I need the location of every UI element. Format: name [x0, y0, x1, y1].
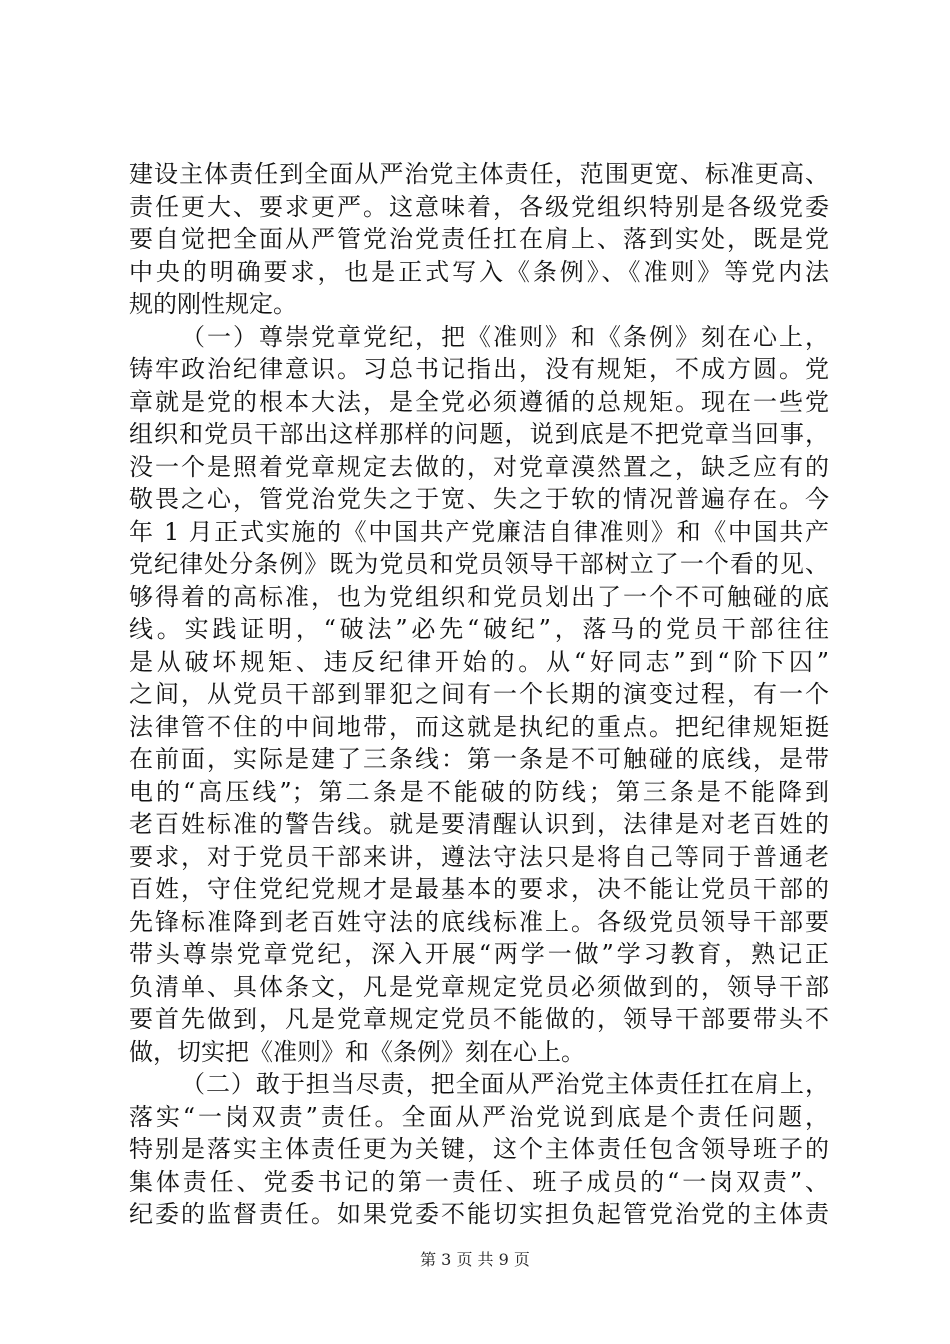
text-line: 铸牢政治纪律意识。习总书记指出，没有规矩，不成方圆。党 — [129, 355, 829, 383]
text-line: 特别是落实主体责任更为关键，这个主体责任包含领导班子的 — [129, 1135, 829, 1163]
text-line: 没一个是照着党章规定去做的，对党章漠然置之，缺乏应有的 — [129, 452, 829, 481]
text-line: 老百姓标准的警告线。就是要清醒认识到，法律是对老百姓的 — [129, 810, 829, 838]
text-line: 敬畏之心，管党治党失之于宽、失之于软的情况普遍存在。今 — [129, 485, 829, 513]
text-line: 建设主体责任到全面从严治党主体责任，范围更宽、标准更高、 — [129, 160, 829, 188]
text-line: 责任更大、要求更严。这意味着，各级党组织特别是各级党委 — [129, 192, 829, 221]
section-heading-line: （一）尊崇党章党纪，把《准则》和《条例》刻在心上， — [181, 322, 829, 351]
text-line: 带头尊崇党章党纪，深入开展“两学一做”学习教育，熟记正 — [129, 940, 829, 968]
text-line: 线。实践证明，“破法”必先“破纪”，落马的党员干部往往 — [129, 615, 829, 643]
text-line: 够得着的高标准，也为党组织和党员划出了一个不可触碰的底 — [129, 582, 829, 611]
text-line: 先锋标准降到老百姓守法的底线标准上。各级党员领导干部要 — [129, 907, 829, 936]
page-number-footer: 第 3 页 共 9 页 — [420, 1250, 530, 1269]
text-line: 集体责任、党委书记的第一责任、班子成员的“一岗双责”、 — [129, 1167, 829, 1196]
text-line: 是从破坏规矩、违反纪律开始的。从“好同志”到“阶下囚” — [129, 647, 829, 676]
text-line: 在前面，实际是建了三条线：第一条是不可触碰的底线，是带 — [129, 745, 829, 773]
text-line: 规的刚性规定。 — [129, 290, 297, 318]
text-line: 百姓，守住党纪党规才是最基本的要求，决不能让党员干部的 — [129, 875, 829, 903]
text-line: 组织和党员干部出这样那样的问题，说到底是不把党章当回事， — [129, 420, 829, 448]
text-line: 要求，对于党员干部来讲，遵法守法只是将自己等同于普通老 — [129, 842, 829, 871]
text-line: 要自觉把全面从严管党治党责任扛在肩上、落到实处，既是党 — [129, 225, 829, 253]
text-line: 中央的明确要求，也是正式写入《条例》、《准则》等党内法 — [129, 257, 829, 286]
text-line: 章就是党的根本大法，是全党必须遵循的总规矩。现在一些党 — [129, 387, 829, 416]
text-line: 要首先做到，凡是党章规定党员不能做的，领导干部要带头不 — [129, 1005, 829, 1033]
section-heading-line: （二）敢于担当尽责，把全面从严治党主体责任扛在肩上， — [181, 1070, 829, 1098]
text-line: 负清单、具体条文，凡是党章规定党员必须做到的，领导干部 — [129, 972, 829, 1001]
text-line: 落实“一岗双责”责任。全面从严治党说到底是个责任问题， — [129, 1102, 829, 1131]
text-line: 法律管不住的中间地带，而这就是执纪的重点。把纪律规矩挺 — [129, 712, 829, 741]
text-line: 党纪律处分条例》既为党员和党员领导干部树立了一个看的见、 — [129, 550, 829, 578]
text-line: 做，切实把《准则》和《条例》刻在心上。 — [129, 1037, 585, 1066]
document-body — [129, 158, 829, 1231]
text-line: 纪委的监督责任。如果党委不能切实担负起管党治党的主体责 — [129, 1200, 829, 1228]
text-line: 之间，从党员干部到罪犯之间有一个长期的演变过程，有一个 — [129, 680, 829, 708]
text-line: 电的“高压线”；第二条是不能破的防线；第三条是不能降到 — [129, 777, 829, 806]
text-line: 年 1 月正式实施的《中国共产党廉洁自律准则》和《中国共产 — [129, 517, 829, 546]
